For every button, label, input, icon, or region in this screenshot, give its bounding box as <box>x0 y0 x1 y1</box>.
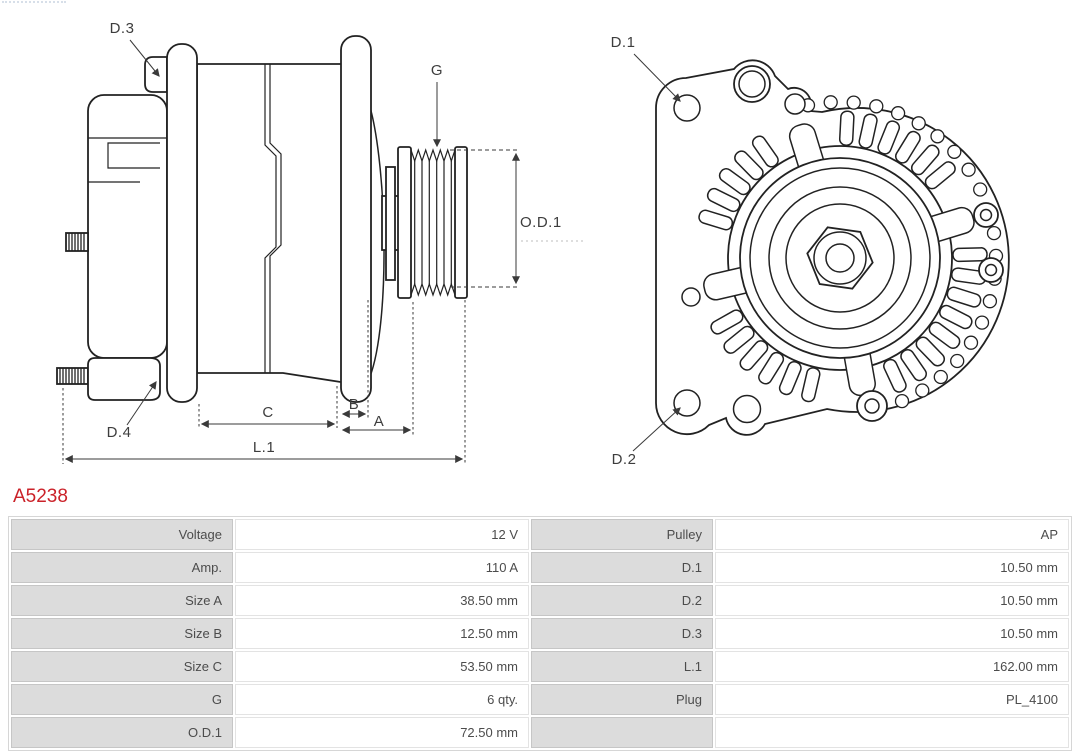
label-g: G <box>430 62 444 79</box>
spec-row <box>11 717 1069 748</box>
label-d2: D.2 <box>611 451 637 468</box>
spec-value-cell: AP <box>715 519 1069 550</box>
spec-label-cell: G <box>11 684 233 715</box>
spec-label-cell: Size B <box>11 618 233 649</box>
spec-label-cell <box>531 717 713 748</box>
front-view-drawing <box>611 34 1009 468</box>
spec-row <box>11 618 1069 649</box>
spec-label-cell: Pulley <box>531 519 713 550</box>
spec-label-cell: Amp. <box>11 552 233 583</box>
spec-value-cell: 38.50 mm <box>235 585 529 616</box>
spec-row <box>11 651 1069 682</box>
spec-value-cell: 10.50 mm <box>715 618 1069 649</box>
label-dim-l1: L.1 <box>252 439 276 456</box>
spec-value-cell: 12 V <box>235 519 529 550</box>
label-dim-a: A <box>373 413 385 430</box>
spec-value-cell: 10.50 mm <box>715 585 1069 616</box>
spec-label-cell: Plug <box>531 684 713 715</box>
spec-row <box>11 585 1069 616</box>
label-dim-c: C <box>262 404 274 421</box>
side-view-drawing <box>57 20 584 464</box>
spec-row <box>11 684 1069 715</box>
spec-row <box>11 519 1069 550</box>
spec-value-cell: 53.50 mm <box>235 651 529 682</box>
part-number: A5238 <box>13 486 68 507</box>
spec-value-cell: 6 qty. <box>235 684 529 715</box>
label-dim-b: B <box>348 396 360 413</box>
spec-label-cell: D.3 <box>531 618 713 649</box>
spec-table-wrap <box>8 516 1072 751</box>
spec-value-cell: 12.50 mm <box>235 618 529 649</box>
spec-value-cell: 10.50 mm <box>715 552 1069 583</box>
spec-label-cell: Size A <box>11 585 233 616</box>
pulley <box>398 147 467 298</box>
label-d3: D.3 <box>109 20 135 37</box>
label-od1: O.D.1 <box>520 214 562 231</box>
label-d4: D.4 <box>106 424 132 441</box>
spec-label-cell: Size C <box>11 651 233 682</box>
label-d1: D.1 <box>610 34 636 51</box>
spec-label-cell: Voltage <box>11 519 233 550</box>
spec-row <box>11 552 1069 583</box>
spec-value-cell: 72.50 mm <box>235 717 529 748</box>
spec-label-cell: O.D.1 <box>11 717 233 748</box>
spec-value-cell: 162.00 mm <box>715 651 1069 682</box>
spec-value-cell <box>715 717 1069 748</box>
spec-label-cell: D.2 <box>531 585 713 616</box>
spec-table <box>8 516 1072 751</box>
mounting-hole-d2 <box>674 390 700 416</box>
spec-label-cell: D.1 <box>531 552 713 583</box>
spec-label-cell: L.1 <box>531 651 713 682</box>
spec-value-cell: PL_4100 <box>715 684 1069 715</box>
spec-value-cell: 110 A <box>235 552 529 583</box>
